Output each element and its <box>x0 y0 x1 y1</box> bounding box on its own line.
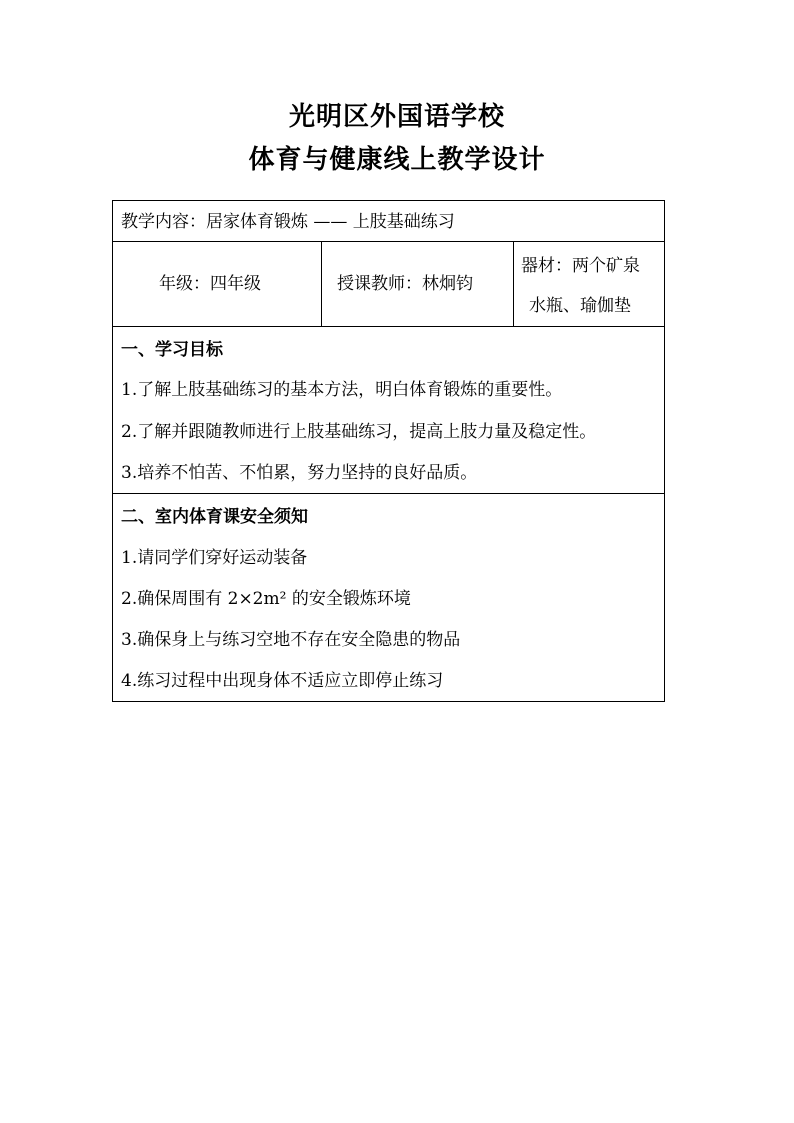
list-item: 1.请同学们穿好运动装备 <box>121 548 308 568</box>
list-item: 3.培养不怕苦、不怕累，努力坚持的良好品质。 <box>121 463 478 483</box>
list-item: 2.确保周围有 2×2m² 的安全锻炼环境 <box>121 589 411 609</box>
grade-cell: 年级：四年级 <box>159 274 261 294</box>
list-item: 1.了解上肢基础练习的基本方法，明白体育锻炼的重要性。 <box>121 380 563 400</box>
section-learning-objectives <box>112 326 665 494</box>
cell-divider <box>321 242 322 326</box>
table-row-info <box>112 241 665 327</box>
list-item: 2.了解并跟随教师进行上肢基础练习，提高上肢力量及稳定性。 <box>121 422 597 442</box>
list-item: 4.练习过程中出现身体不适应立即停止练习 <box>121 671 444 691</box>
section-heading: 一、学习目标 <box>121 340 223 360</box>
equipment-line-1: 器材：两个矿泉 <box>521 256 640 276</box>
document-subtitle: 体育与健康线上教学设计 <box>248 145 546 175</box>
list-item: 3.确保身上与练习空地不存在安全隐患的物品 <box>121 630 461 650</box>
document-title: 光明区外国语学校 <box>288 102 505 132</box>
table-row-content <box>112 200 665 242</box>
equipment-line-2: 水瓶、瑜伽垫 <box>529 296 631 316</box>
cell-divider <box>513 242 514 326</box>
section-heading: 二、室内体育课安全须知 <box>121 507 308 527</box>
teacher-cell: 授课教师：林炯钧 <box>337 274 473 294</box>
teaching-content: 教学内容：居家体育锻炼 —— 上肢基础练习 <box>121 212 455 232</box>
section-safety-notice <box>112 493 665 702</box>
